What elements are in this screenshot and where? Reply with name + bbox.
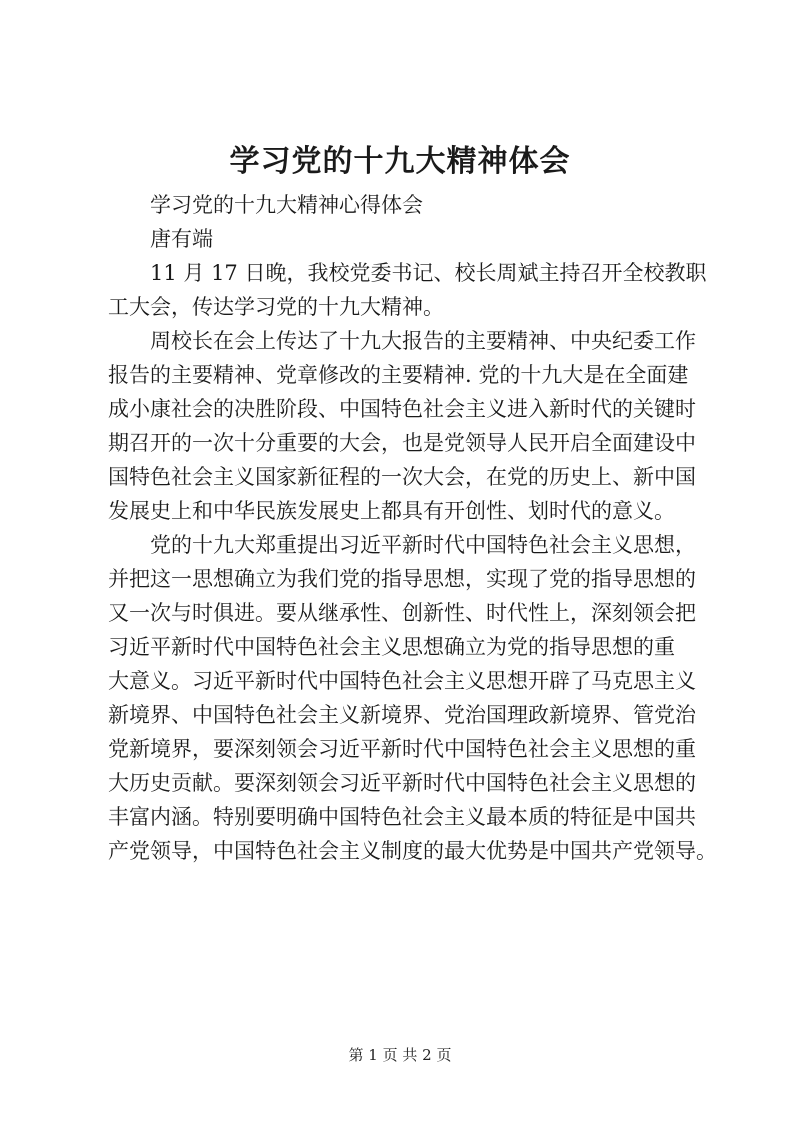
paragraph-line: 大历史贡献。要深刻领会习近平新时代中国特色社会主义思想的 — [108, 771, 696, 795]
paragraph-line: 党的十九大郑重提出习近平新时代中国特色社会主义思想， — [150, 533, 696, 557]
paragraph-line: 丰富内涵。特别要明确中国特色社会主义最本质的特征是中国共 — [108, 805, 696, 829]
paragraph-line: 新境界、中国特色社会主义新境界、党治国理政新境界、管党治 — [108, 703, 696, 727]
author-line: 唐有端 — [150, 227, 213, 251]
paragraph-line: 成小康社会的决胜阶段、中国特色社会主义进入新时代的关键时 — [108, 397, 696, 421]
paragraph-line: 期召开的一次十分重要的大会，也是党领导人民开启全面建设中 — [108, 431, 696, 455]
paragraph-line: 习近平新时代中国特色社会主义思想确立为党的指导思想的重 — [108, 635, 675, 659]
paragraph-line: 报告的主要精神、党章修改的主要精神. 党的十九大是在全面建 — [108, 363, 689, 387]
paragraph-line: 党新境界，要深刻领会习近平新时代中国特色社会主义思想的重 — [108, 737, 696, 761]
document-body — [108, 188, 717, 868]
paragraph-line: 并把这一思想确立为我们党的指导思想，实现了党的指导思想的 — [108, 567, 696, 591]
paragraph-line: 周校长在会上传达了十九大报告的主要精神、中央纪委工作 — [150, 329, 696, 353]
page-footer: 第 1 页 共 2 页 — [348, 1046, 452, 1064]
paragraph-line: 11 月 17 日晚，我校党委书记、校长周斌主持召开全校教职 — [150, 261, 707, 285]
paragraph-line: 大意义。习近平新时代中国特色社会主义思想开辟了马克思主义 — [108, 669, 696, 693]
paragraph-line: 又一次与时俱进。要从继承性、创新性、时代性上，深刻领会把 — [108, 601, 696, 625]
paragraph-line: 发展史上和中华民族发展史上都具有开创性、划时代的意义。 — [108, 499, 675, 523]
paragraph-line: 产党领导，中国特色社会主义制度的最大优势是中国共产党领导。 — [108, 839, 717, 863]
subtitle-line: 学习党的十九大精神心得体会 — [150, 193, 423, 217]
paragraph-line: 国特色社会主义国家新征程的一次大会，在党的历史上、新中国 — [108, 465, 696, 489]
document-title: 学习党的十九大精神体会 — [229, 144, 571, 179]
paragraph-line: 工大会，传达学习党的十九大精神。 — [108, 295, 444, 319]
